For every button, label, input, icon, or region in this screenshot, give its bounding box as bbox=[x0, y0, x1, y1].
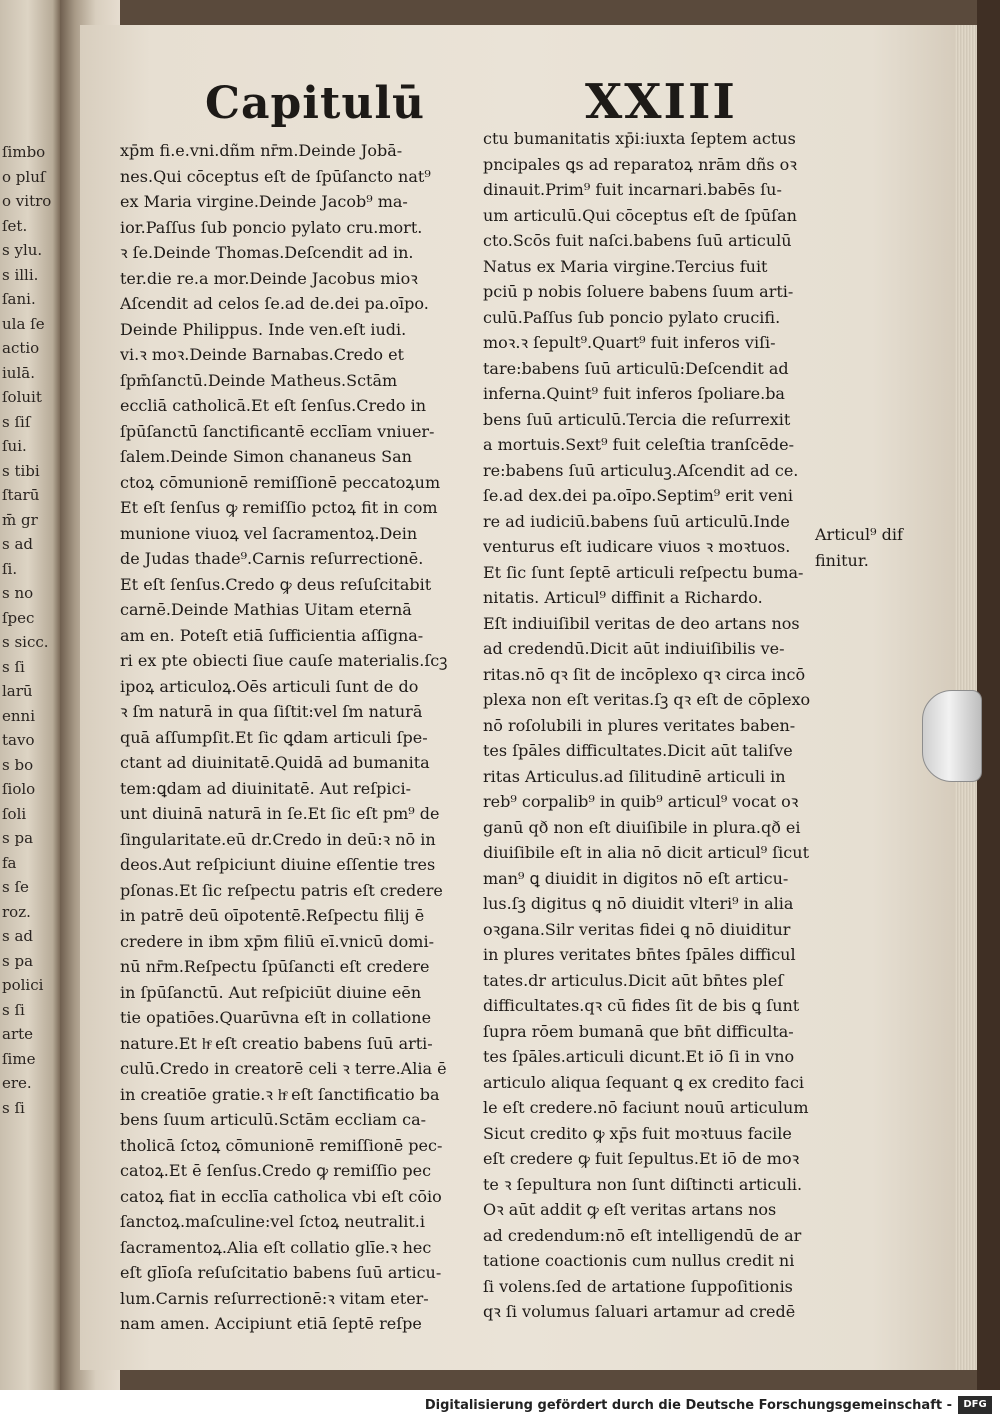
text-line: difficultates.qꝛ cū fides ſit de bis ꝗ ſunt bbox=[483, 996, 800, 1015]
text-line: diuiſibile eſt in alia nō dicit articul⁹ ſicut bbox=[483, 843, 809, 862]
left-page-text-fragment: ſimbo bbox=[2, 143, 46, 161]
text-line: Et eſt ſenſus.Credo ꝙ deus reſuſcitabit bbox=[120, 574, 432, 594]
text-line: Sicut credito ꝙ xp̄s fuit moꝛtuus facile bbox=[483, 1123, 792, 1143]
left-page-text-fragment: m̄ gr bbox=[2, 510, 38, 529]
text-line: tare:babens ſuū articulū:Deſcendit ad bbox=[483, 358, 789, 378]
left-page-text-fragment: polici bbox=[2, 976, 44, 994]
text-line: catoꝝ fiat in ecclīa catholica vbi eſt cōio bbox=[120, 1186, 442, 1206]
left-page-text-fragment: s illi. bbox=[2, 265, 39, 284]
text-line: ter.die re.a mor.Deinde Jacobus mioꝛ bbox=[120, 268, 418, 288]
text-line: re ad iudiciū.babens ſuū articulū.Inde bbox=[483, 511, 790, 531]
text-line: tholicā ſctoꝝ cōmunionē remiſſionē pec- bbox=[120, 1135, 443, 1155]
left-page-text-fragment: larū bbox=[2, 682, 33, 700]
left-page-text-fragment: s pa bbox=[2, 829, 34, 847]
text-line: in patrē deū oīpotentē.Reſpectu filij ē bbox=[120, 906, 425, 925]
text-line: cto.Scōs fuit naſci.babens ſuū articulū bbox=[483, 231, 792, 250]
left-page-text-fragment: iulā. bbox=[2, 363, 35, 382]
text-line: ritas.nō qꝛ ſit de incōplexo qꝛ circa incō bbox=[483, 664, 806, 684]
text-line: ganū qð non eſt diuiſibile in plura.qð ei bbox=[483, 817, 801, 837]
text-line: ad credendum:nō eſt intelligendū de ar bbox=[483, 1225, 802, 1245]
left-page-fragment bbox=[0, 0, 62, 1390]
left-page-text-fragment: enni bbox=[2, 706, 35, 725]
text-line: pciū p nobis ſoluere babens ſuum arti- bbox=[483, 282, 794, 301]
text-line: ſpm̄ſanctū.Deinde Matheus.Sctām bbox=[120, 370, 398, 390]
left-page-text-fragment: s bo bbox=[2, 755, 34, 774]
text-line: in creatiōe gratie.ꝛ hͤ eſt ſanctificatio ba bbox=[120, 1084, 440, 1104]
text-column-left bbox=[120, 138, 465, 1337]
text-line: Et eſt ſenſus ꝙ remiſſio pctoꝝ fit in com bbox=[120, 498, 438, 517]
left-page-text-fragment: ſui. bbox=[2, 437, 27, 455]
text-line: eſt glīoſa reſuſcitatio babens ſuū articu- bbox=[120, 1263, 442, 1282]
text-line: ꝛ ſm naturā in qua ſiſtit:vel ſm naturā bbox=[120, 702, 423, 721]
left-page-text-fragment: s ſe bbox=[2, 878, 29, 896]
text-line: tates.dr articulus.Dicit aūt bn̄tes pleſ bbox=[483, 970, 784, 990]
text-line: lus.ſꝫ digitus ꝗ nō diuidit vlteri⁹ in alia bbox=[483, 894, 794, 913]
text-line: ctoꝝ cōmunionē remiſſionē peccatoꝝum bbox=[120, 472, 441, 492]
text-line: nes.Qui cōceptus eſt de ſpūſancto nat⁹ bbox=[120, 166, 431, 186]
text-line: ior.Paſſus ſub poncio pylato cru.mort. bbox=[120, 217, 423, 237]
text-line: inferna.Quint⁹ fuit inferos ſpoliare.ba bbox=[483, 384, 785, 403]
left-page-text-fragment: s ſi bbox=[2, 1000, 25, 1019]
text-line: ſacramentoꝝ.Alia eſt collatio glīe.ꝛ hec bbox=[120, 1237, 432, 1257]
text-line: ipoꝝ articuloꝝ.Oēs articuli ſunt de do bbox=[120, 676, 419, 696]
text-line: nū nr̄m.Reſpectu ſpūſancti eſt credere bbox=[120, 957, 430, 976]
text-line: tes ſpāles difficultates.Dicit aūt taliſve bbox=[483, 741, 793, 760]
text-line: credere in ibm xp̄m filiū eī.vnicū domi- bbox=[120, 931, 434, 951]
text-line: vi.ꝛ moꝛ.Deinde Barnabas.Credo et bbox=[120, 345, 404, 364]
left-page-text-fragment: ſoli bbox=[2, 804, 27, 823]
left-page-text-fragment: ſtarū bbox=[2, 486, 40, 504]
text-line: lum.Carnis reſurrectionē:ꝛ vitam eter- bbox=[120, 1288, 429, 1308]
text-line: Deinde Philippus. Inde ven.eſt iudi. bbox=[120, 319, 407, 339]
text-line: nature.Et hͤ eſt creatio babens ſuū arti- bbox=[120, 1033, 433, 1053]
text-line: a mortuis.Sext⁹ fuit celeſtia tranſcēde- bbox=[483, 435, 794, 454]
text-line: um articulū.Qui cōceptus eſt de ſpūſan bbox=[483, 205, 797, 225]
text-line: de Judas thade⁹.Carnis reſurrectionē. bbox=[120, 549, 424, 568]
text-line: eſt credere ꝙ fuit ſepultus.Et iō de moꝛ bbox=[483, 1149, 800, 1168]
left-page-text-fragment: o pluſ bbox=[2, 167, 46, 186]
text-line: pſonas.Et ſic reſpectu patris eſt credere bbox=[120, 880, 443, 900]
footer-bar bbox=[0, 1390, 1000, 1421]
left-page-text-fragment: ſet. bbox=[2, 216, 28, 235]
text-line: qꝛ ſi volumus ſaluari artamur ad credē bbox=[483, 1302, 796, 1321]
text-line: am en. Poteſt etiā ſufficientia aſſigna- bbox=[120, 625, 424, 645]
text-line: tie opatiōes.Quarūvna eſt in collatione bbox=[120, 1008, 432, 1027]
text-line: nō roſolubili in plures veritates baben- bbox=[483, 715, 796, 735]
text-line: reb⁹ corpalib⁹ in quib⁹ articul⁹ vocat oꝛ bbox=[483, 792, 799, 811]
left-page-text-fragment: ere. bbox=[2, 1074, 32, 1092]
left-page-text-fragment: ſani. bbox=[2, 290, 36, 308]
left-page-text-fragment: ſime bbox=[2, 1049, 36, 1068]
left-page-text-fragment: ſi. bbox=[2, 559, 18, 578]
text-line: ſalem.Deinde Simon chananeus San bbox=[120, 447, 412, 466]
text-line: ad credendū.Dicit aūt indiuiſibilis ve- bbox=[483, 639, 785, 658]
text-line: Aſcendit ad celos ſe.ad de.dei pa.oīpo. bbox=[120, 294, 429, 313]
left-page-text-fragment: o vitro bbox=[2, 192, 52, 210]
text-line: tatione coactionis cum nullus credit ni bbox=[483, 1251, 795, 1270]
text-line: catoꝝ.Et ē ſenſus.Credo ꝙ remiſſio pec bbox=[120, 1161, 432, 1180]
running-head-chapter-number: XXIII bbox=[585, 74, 737, 130]
text-line: in plures veritates bn̄tes ſpāles difficul bbox=[483, 945, 796, 964]
left-page-text-fragment: ſoluit bbox=[2, 388, 42, 406]
left-page-text-fragment: s no bbox=[2, 584, 34, 602]
text-line: Natus ex Maria virgine.Tercius fuit bbox=[483, 256, 768, 276]
text-line: venturus eſt iudicare viuos ꝛ moꝛtuos. bbox=[483, 537, 791, 556]
text-line: unt diuinā naturā in ſe.Et ſic eſt pm⁹ de bbox=[120, 804, 440, 823]
left-page-text-fragment: roz. bbox=[2, 902, 31, 921]
text-line: Oꝛ aūt addit ꝙ eſt veritas artans nos bbox=[483, 1200, 777, 1219]
text-line: tes ſpāles.articuli dicunt.Et iō ſi in vno bbox=[483, 1047, 795, 1066]
left-page-text-fragment: ſpec bbox=[2, 608, 35, 627]
left-page-text-fragment: ſiolo bbox=[2, 780, 36, 798]
left-page-text-fragment: actio bbox=[2, 339, 40, 357]
text-line: ctu bumanitatis xp̄i:iuxta ſeptem actus bbox=[483, 129, 796, 148]
left-page-text-fragment: s ad bbox=[2, 535, 34, 553]
text-line: pncipales ꝗs ad reparatoꝝ nrām dñs oꝛ bbox=[483, 154, 797, 174]
left-page-text-fragment: s tibi bbox=[2, 461, 40, 480]
text-line: le eſt credere.nō faciunt nouū articulum bbox=[483, 1098, 809, 1117]
footer-credit: Digitalisierung gefördert durch die Deutsche Forschungsgemeinschaft - bbox=[424, 1398, 952, 1413]
text-line: ſingularitate.eū dr.Credo in deū:ꝛ nō in bbox=[120, 829, 436, 849]
text-line: nitatis. Articul⁹ diffinit a Richardo. bbox=[483, 588, 763, 607]
text-line: ſpūſanctū ſanctificantē ecclīam vniuer- bbox=[120, 421, 435, 441]
text-line: carnē.Deinde Mathias Uitam eternā bbox=[120, 600, 412, 619]
text-line: moꝛ.ꝛ ſepult⁹.Quart⁹ fuit inferos viſi- bbox=[483, 333, 776, 352]
text-line: eccliā catholicā.Et eſt ſenſus.Credo in bbox=[120, 396, 426, 415]
text-line: re:babens ſuū articuluꝫ.Aſcendit ad ce. bbox=[483, 460, 799, 480]
text-line: ritas Articulus.ad ſilitudinē articuli in bbox=[483, 766, 786, 786]
text-line: ex Maria virgine.Deinde Jacob⁹ ma- bbox=[120, 192, 408, 211]
text-line: ſanctoꝝ.maſculine:vel ſctoꝝ neutralit.i bbox=[120, 1212, 425, 1231]
left-page-text-fragment: s sicc. bbox=[2, 633, 49, 651]
left-page-text-fragment: fa bbox=[2, 853, 17, 872]
text-line: articulo aliqua ſequant ꝗ ex credito faci bbox=[483, 1072, 805, 1092]
text-line: Et ſic ſunt ſeptē articuli reſpectu buma- bbox=[483, 562, 804, 582]
text-line: deos.Aut reſpiciunt diuine eſſentie tres bbox=[120, 855, 436, 874]
running-head-capitulum: Capitulū bbox=[205, 78, 426, 129]
text-line: ſupra rōem bumanā que bn̄t difficulta- bbox=[483, 1021, 794, 1041]
left-page-text-fragment: ula ſe bbox=[2, 314, 45, 333]
text-line: plexa non eſt veritas.ſꝫ qꝛ eſt de cōplexo bbox=[483, 690, 811, 709]
text-line: quā aſſumpſit.Et ſic ꝗdam articuli ſpe- bbox=[120, 727, 428, 747]
text-line: oꝛgana.Silr veritas fidei ꝗ nō diuiditur bbox=[483, 919, 791, 939]
text-column-right bbox=[483, 126, 813, 1325]
left-page-text-fragment: s ſiſ bbox=[2, 412, 31, 431]
text-line: ri ex pte obiecti ſiue cauſe materialis.ſcꝫ bbox=[120, 651, 448, 670]
text-line: in ſpūſanctū. Aut reſpiciūt diuine eēn bbox=[120, 982, 422, 1002]
text-line: nam amen. Accipiunt etiā ſeptē reſpe bbox=[120, 1314, 422, 1333]
text-line: dinauit.Prim⁹ fuit incarnari.babēs ſu- bbox=[483, 180, 782, 199]
text-line: ꝛ ſe.Deinde Thomas.Deſcendit ad in. bbox=[120, 243, 414, 262]
left-page-text-fragment: s ſi bbox=[2, 657, 25, 676]
text-line: munione viuoꝝ vel ſacramentoꝝ.Dein bbox=[120, 523, 418, 543]
text-line: ſe.ad dex.dei pa.oīpo.Septim⁹ erit veni bbox=[483, 486, 793, 505]
left-page-text-fragment: s ad bbox=[2, 927, 34, 945]
left-page-text-fragment: s ſi bbox=[2, 1098, 25, 1117]
text-line: man⁹ ꝗ diuidit in digitos nō eſt articu- bbox=[483, 868, 789, 888]
text-line: Eſt indiuiſibil veritas de deo artans nos bbox=[483, 613, 800, 633]
left-page-text-fragment: tavo bbox=[2, 731, 35, 749]
text-line: bens ſuū articulū.Tercia die reſurrexit bbox=[483, 409, 791, 429]
left-page-text-fragment: s ylu. bbox=[2, 241, 43, 259]
text-line: tem:ꝗdam ad diuinitatē. Aut reſpici- bbox=[120, 778, 412, 798]
text-line: ctant ad diuinitatē.Quidā ad bumanita bbox=[120, 753, 430, 772]
text-line: culū.Paſſus ſub poncio pylato crucifi. bbox=[483, 307, 781, 327]
margin-note-line: Articul⁹ dif bbox=[815, 525, 903, 544]
margin-note-line: finitur. bbox=[815, 550, 869, 570]
text-line: bens ſuum articulū.Sctām eccliam ca- bbox=[120, 1110, 427, 1129]
dfg-logo: DFG bbox=[958, 1396, 992, 1414]
marginal-note bbox=[815, 522, 925, 573]
text-line: te ꝛ ſepultura non ſunt diſtincti articuli. bbox=[483, 1174, 803, 1194]
text-line: xp̄m fi.e.vni.dñm nr̄m.Deinde Jobā- bbox=[120, 141, 403, 160]
left-page-text-fragment: s pa bbox=[2, 951, 34, 970]
text-line: ſi volens.ſed de artatione ſuppoſitionis bbox=[483, 1276, 793, 1296]
text-line: culū.Credo in creatorē celi ꝛ terre.Alia ē bbox=[120, 1059, 447, 1078]
page-clip bbox=[922, 690, 982, 782]
left-page-text-fragment: arte bbox=[2, 1025, 34, 1043]
